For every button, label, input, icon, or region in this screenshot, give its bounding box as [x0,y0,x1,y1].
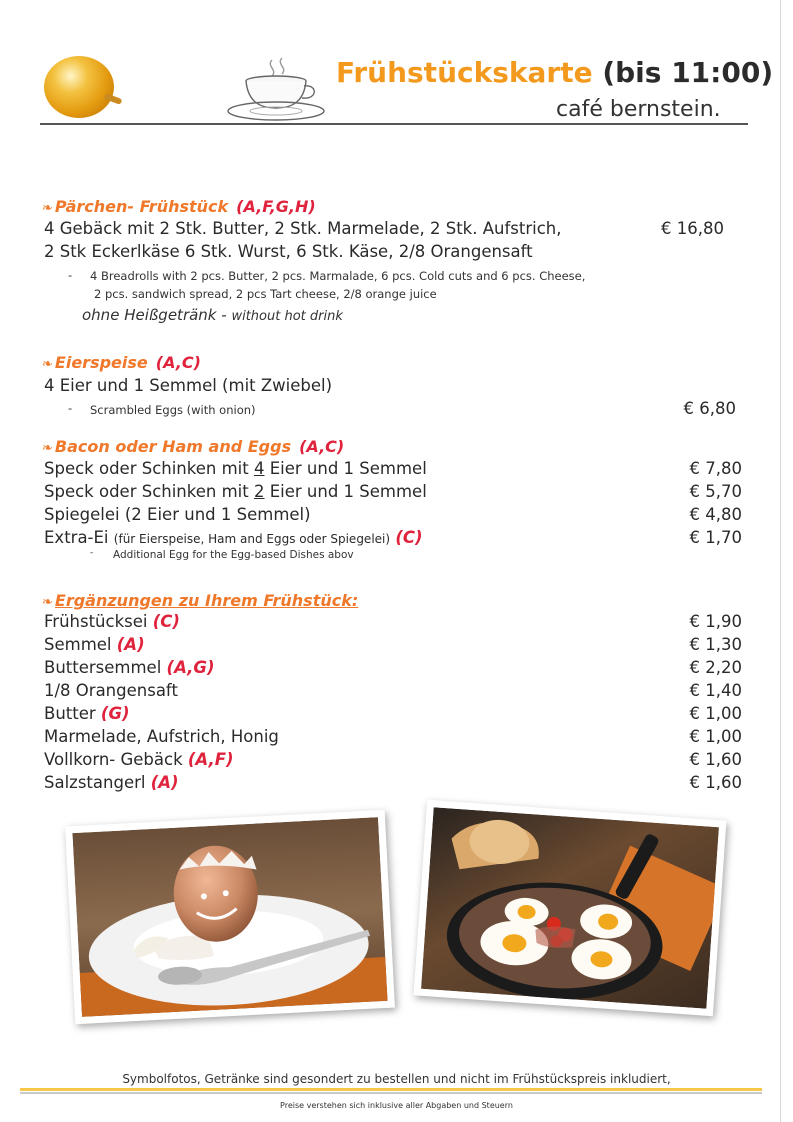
egg-cup-photo [65,810,395,1024]
section-name: Bacon oder Ham and Eggs [54,437,292,456]
item-price: € 1,40 [689,681,742,700]
item-text: Vollkorn- Gebäck [44,750,183,769]
item-price: € 1,90 [689,612,742,631]
item-text: Butter [44,704,96,723]
page-title [336,56,773,89]
footer-bar-yellow [20,1088,762,1091]
eierspeise-english: Scrambled Eggs (with onion) [90,403,256,417]
section-allergens: (A,C) [155,353,201,372]
item-egg-count: 2 [253,482,265,501]
footer-bar-grey [20,1092,762,1094]
menu-item [44,459,427,478]
item-text: 1/8 Orangensaft [44,681,178,700]
item-text: Extra-Ei [44,528,109,547]
section-name: Pärchen- Frühstück [54,197,229,216]
cafe-name: café bernstein. [556,97,721,122]
section-heading-eierspeise [42,353,201,372]
paerchen-line-2: 2 Stk Eckerlkäse 6 Stk. Wurst, 6 Stk. Käse, 2/8 Orangensaft [44,242,533,261]
item-text: Frühstücksei [44,612,148,631]
paerchen-line-1: 4 Gebäck mit 2 Stk. Butter, 2 Stk. Marmelade, 2 Stk. Aufstrich, [44,219,562,238]
menu-item [44,681,178,700]
extra-egg-item [44,528,423,547]
boiled-egg-image [72,817,387,1017]
item-price: € 7,80 [689,459,742,478]
item-allergen: (A,G) [166,658,215,677]
paerchen-price: € 16,80 [661,219,724,238]
item-allergen: (C) [152,612,180,631]
item-text: Buttersemmel [44,658,162,677]
ornament-icon: ❧ [42,595,53,610]
item-allergen: (A) [150,773,179,792]
menu-item: Spiegelei (2 Eier und 1 Semmel) [44,505,311,524]
menu-item [44,612,180,631]
title-time: (bis 11:00) [602,56,774,89]
section-name: Ergänzungen zu Ihrem Frühstück: [54,591,359,610]
menu-item [44,750,234,769]
item-text: Marmelade, Aufstrich, Honig [44,727,279,746]
section-heading-bacon [42,437,344,456]
section-heading-ergaenzungen [42,591,358,610]
bullet: - [68,401,73,415]
item-price: € 1,60 [689,773,742,792]
menu-item [44,482,427,501]
item-allergen: (A) [116,635,145,654]
ornament-icon: ❧ [42,357,53,372]
menu-item [44,727,279,746]
fried-eggs-pan-image [421,807,719,1009]
menu-item [44,658,215,677]
title-main: Frühstückskarte [336,56,593,89]
section-allergens: (A,C) [299,437,345,456]
item-price: € 4,80 [689,505,742,524]
coffee-cup-icon [220,56,332,122]
item-allergen: (A,F) [187,750,234,769]
item-price: € 1,60 [689,750,742,769]
bullet: - [90,548,94,558]
header-rule [40,123,748,125]
ornament-icon: ❧ [42,201,53,216]
paerchen-english-1: 4 Breadrolls with 2 pcs. Butter, 2 pcs. Marmalade, 6 pcs. Cold cuts and 6 pcs. Cheese, [90,269,586,283]
menu-item [44,704,130,723]
pan-eggs-photo [414,800,727,1016]
item-price: € 1,70 [689,528,742,547]
menu-item [44,635,145,654]
note-english: without hot drink [231,309,343,324]
item-allergen: (G) [100,704,130,723]
item-price: € 2,20 [689,658,742,677]
item-price: € 5,70 [689,482,742,501]
ornament-icon: ❧ [42,441,53,456]
bullet: - [68,268,73,282]
item-egg-count: 4 [253,459,265,478]
item-detail: (für Eierspeise, Ham and Eggs oder Spiegelei) [113,532,391,546]
page-edge-line [780,0,781,1122]
item-text: Semmel [44,635,112,654]
eierspeise-line: 4 Eier und 1 Semmel (mit Zwiebel) [44,376,333,395]
footer-note: Symbolfotos, Getränke sind gesondert zu bestellen und nicht im Frühstückspreis inkludiert, [122,1072,671,1086]
item-allergen: (C) [395,528,423,547]
item-price: € 1,30 [689,635,742,654]
item-text: Speck oder Schinken mit [44,459,254,478]
amber-ball-logo [44,56,114,118]
item-price: € 1,00 [689,704,742,723]
item-text: Eier und 1 Semmel [264,482,427,501]
note-german: ohne Heißgetränk - [82,306,227,324]
eierspeise-price: € 6,80 [683,399,736,418]
section-name: Eierspeise [54,353,148,372]
item-text: Eier und 1 Semmel [264,459,427,478]
paerchen-english-2: 2 pcs. sandwich spread, 2 pcs Tart cheese, 2/8 orange juice [94,287,437,301]
section-heading-paerchen [42,197,316,216]
item-text: Speck oder Schinken mit [44,482,254,501]
extra-egg-english: Additional Egg for the Egg-based Dishes abov [113,549,354,561]
menu-item [44,773,179,792]
section-allergens: (A,F,G,H) [236,197,316,216]
hot-drink-note [82,306,343,324]
item-price: € 1,00 [689,727,742,746]
item-text: Salzstangerl [44,773,146,792]
footer-prices-note: Preise verstehen sich inklusive aller Abgaben und Steuern [280,1101,513,1110]
